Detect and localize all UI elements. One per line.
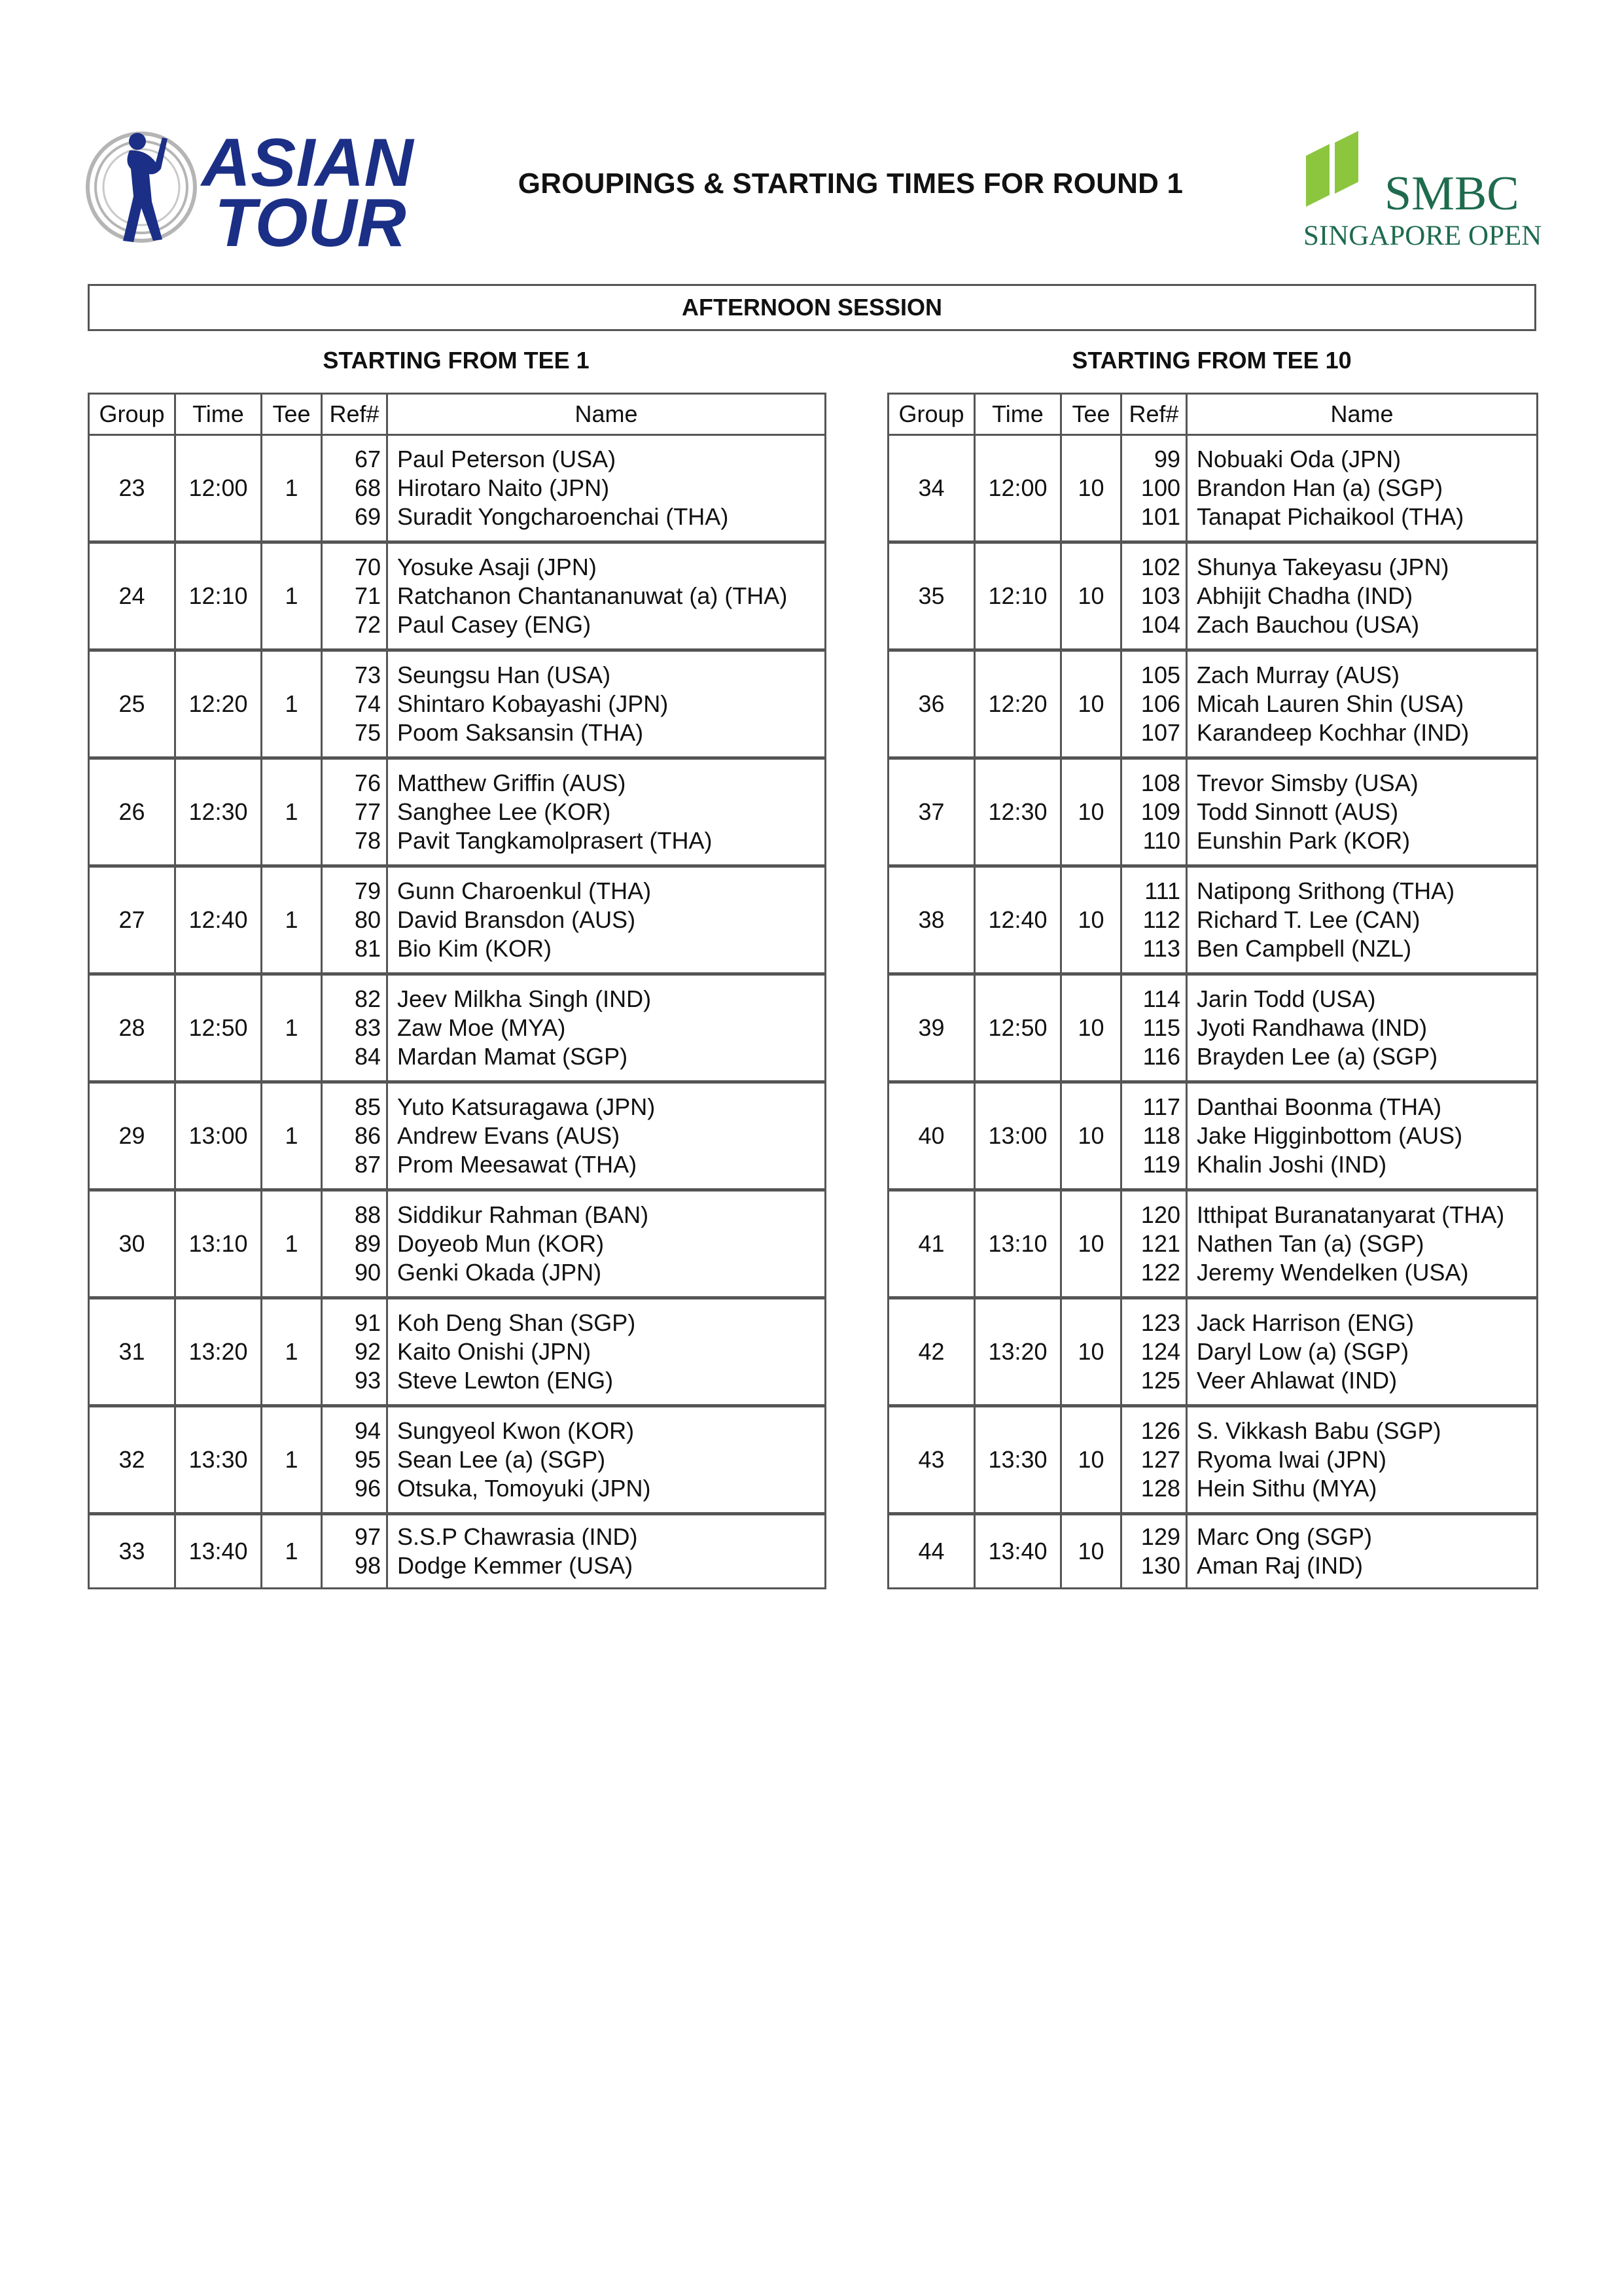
ref-number: 123	[1140, 1309, 1180, 1336]
ref-number: 130	[1140, 1552, 1180, 1579]
time-cell: 12:30	[175, 758, 262, 866]
player-name: Veer Ahlawat (IND)	[1197, 1367, 1398, 1394]
table-row	[89, 435, 826, 542]
player-name: Hirotaro Naito (JPN)	[397, 474, 610, 501]
ref-number: 114	[1142, 985, 1180, 1012]
table-row	[889, 542, 1538, 650]
player-name: Andrew Evans (AUS)	[397, 1122, 620, 1149]
ref-number: 77	[354, 798, 381, 825]
ref-cell	[322, 974, 387, 1082]
player-name: Ryoma Iwai (JPN)	[1197, 1446, 1387, 1473]
ref-number: 79	[354, 877, 381, 904]
ref-number: 92	[354, 1338, 381, 1365]
logo-asian-text: ASIAN	[202, 125, 414, 201]
ref-number: 109	[1140, 798, 1180, 825]
ref-number: 115	[1142, 1014, 1180, 1041]
ref-number: 105	[1140, 662, 1180, 688]
player-name: Jarin Todd (USA)	[1197, 985, 1376, 1012]
name-cell	[1187, 650, 1538, 758]
player-name: Mardan Mamat (SGP)	[397, 1043, 628, 1070]
player-name: Dodge Kemmer (USA)	[397, 1552, 633, 1579]
tee-cell: 1	[262, 1406, 322, 1514]
player-name: Karandeep Kochhar (IND)	[1197, 719, 1470, 746]
smbc-singapore-open-logo	[1303, 130, 1542, 254]
col-header-tee: Tee	[1061, 394, 1121, 435]
group-cell: 25	[89, 650, 175, 758]
ref-number: 93	[354, 1367, 381, 1394]
player-name: Marc Ong (SGP)	[1197, 1523, 1373, 1550]
player-name: S. Vikkash Babu (SGP)	[1197, 1417, 1441, 1444]
tee-cell: 1	[262, 435, 322, 542]
tee-cell: 1	[262, 1298, 322, 1406]
player-name: Nathen Tan (a) (SGP)	[1197, 1230, 1424, 1257]
ref-number: 68	[354, 474, 381, 501]
group-cell: 35	[889, 542, 975, 650]
tee-cell: 1	[262, 542, 322, 650]
tee-cell: 1	[262, 1082, 322, 1190]
ref-cell	[1121, 435, 1187, 542]
page-title: GROUPINGS & STARTING TIMES FOR ROUND 1	[518, 168, 1184, 200]
ref-cell	[1121, 542, 1187, 650]
player-name: Hein Sithu (MYA)	[1197, 1475, 1377, 1502]
ref-number: 73	[354, 662, 381, 688]
table-row	[89, 866, 826, 974]
time-cell: 13:40	[175, 1514, 262, 1589]
tee-cell: 1	[262, 1514, 322, 1589]
ref-number: 124	[1140, 1338, 1180, 1365]
player-name: Itthipat Buranatanyarat (THA)	[1197, 1201, 1505, 1228]
time-cell: 12:00	[975, 435, 1061, 542]
ref-number: 120	[1140, 1201, 1180, 1228]
ref-number: 87	[354, 1151, 381, 1178]
player-name: Seungsu Han (USA)	[397, 662, 611, 688]
ref-number: 81	[354, 935, 381, 962]
tee-cell: 1	[262, 758, 322, 866]
player-name: Gunn Charoenkul (THA)	[397, 877, 652, 904]
ref-cell	[1121, 650, 1187, 758]
group-cell: 37	[889, 758, 975, 866]
player-name: Poom Saksansin (THA)	[397, 719, 644, 746]
time-cell: 13:10	[175, 1190, 262, 1298]
ref-number: 117	[1142, 1093, 1180, 1120]
name-cell	[1187, 1514, 1538, 1589]
ref-number: 76	[354, 769, 381, 796]
ref-number: 70	[354, 554, 381, 580]
tee-cell: 10	[1061, 650, 1121, 758]
col-header-group: Group	[889, 394, 975, 435]
ref-number: 78	[354, 827, 381, 854]
ref-number: 127	[1140, 1446, 1180, 1473]
time-cell: 12:10	[175, 542, 262, 650]
ref-number: 111	[1144, 877, 1180, 904]
session-bar: AFTERNOON SESSION	[88, 284, 1536, 331]
ref-cell	[1121, 1082, 1187, 1190]
table-row	[89, 974, 826, 1082]
time-cell: 12:50	[175, 974, 262, 1082]
ref-number: 119	[1142, 1151, 1180, 1178]
time-cell: 12:10	[975, 542, 1061, 650]
ref-number: 84	[354, 1043, 381, 1070]
ref-number: 86	[354, 1122, 381, 1149]
ref-number: 69	[354, 503, 381, 530]
player-name: Genki Okada (JPN)	[397, 1259, 602, 1286]
tee1-table-body	[89, 435, 826, 1589]
player-name: Zach Bauchou (USA)	[1197, 611, 1420, 638]
table-row	[89, 1298, 826, 1406]
col-header-tee: Tee	[262, 394, 322, 435]
group-cell: 33	[89, 1514, 175, 1589]
tee-cell: 10	[1061, 1514, 1121, 1589]
name-cell	[387, 1298, 826, 1406]
table-row	[889, 866, 1538, 974]
ref-number: 100	[1140, 474, 1180, 501]
time-cell: 12:30	[975, 758, 1061, 866]
player-name: Eunshin Park (KOR)	[1197, 827, 1411, 854]
player-name: Ratchanon Chantananuwat (a) (THA)	[397, 582, 788, 609]
table-row	[889, 1082, 1538, 1190]
table-header-row	[889, 394, 1538, 435]
group-cell: 28	[89, 974, 175, 1082]
time-cell: 13:20	[975, 1298, 1061, 1406]
player-name: Sean Lee (a) (SGP)	[397, 1446, 606, 1473]
name-cell	[1187, 1406, 1538, 1514]
ref-cell	[322, 1514, 387, 1589]
table-header-row	[89, 394, 826, 435]
player-name: Siddikur Rahman (BAN)	[397, 1201, 649, 1228]
golfer-icon	[88, 133, 195, 242]
ref-number: 129	[1140, 1523, 1180, 1550]
table-row	[889, 758, 1538, 866]
ref-cell	[322, 542, 387, 650]
table-row	[889, 435, 1538, 542]
tee1-heading: STARTING FROM TEE 1	[323, 347, 590, 374]
group-cell: 38	[889, 866, 975, 974]
col-header-ref: Ref#	[1121, 394, 1187, 435]
ref-cell	[1121, 1190, 1187, 1298]
ref-number: 90	[354, 1259, 381, 1286]
tee-cell: 1	[262, 974, 322, 1082]
name-cell	[1187, 1298, 1538, 1406]
ref-cell	[322, 650, 387, 758]
player-name: Todd Sinnott (AUS)	[1197, 798, 1399, 825]
time-cell: 13:30	[975, 1406, 1061, 1514]
ref-cell	[322, 1190, 387, 1298]
time-cell: 12:40	[975, 866, 1061, 974]
player-name: Brayden Lee (a) (SGP)	[1197, 1043, 1438, 1070]
col-header-group: Group	[89, 394, 175, 435]
group-cell: 32	[89, 1406, 175, 1514]
ref-number: 96	[354, 1475, 381, 1502]
smbc-text: SMBC	[1384, 167, 1519, 221]
ref-cell	[322, 758, 387, 866]
name-cell	[387, 866, 826, 974]
ref-number: 102	[1140, 554, 1180, 580]
name-cell	[387, 758, 826, 866]
player-name: Sanghee Lee (KOR)	[397, 798, 611, 825]
tee-cell: 1	[262, 650, 322, 758]
ref-number: 122	[1140, 1259, 1180, 1286]
col-header-name: Name	[387, 394, 826, 435]
leaf-icon	[1303, 130, 1375, 208]
player-name: S.S.P Chawrasia (IND)	[397, 1523, 638, 1550]
ref-number: 97	[354, 1523, 381, 1550]
ref-number: 128	[1140, 1475, 1180, 1502]
player-name: Paul Peterson (USA)	[397, 446, 616, 472]
ref-number: 99	[1154, 446, 1180, 472]
col-header-time: Time	[975, 394, 1061, 435]
ref-number: 72	[354, 611, 381, 638]
time-cell: 12:40	[175, 866, 262, 974]
ref-cell	[322, 1406, 387, 1514]
ref-number: 88	[354, 1201, 381, 1228]
ref-number: 95	[354, 1446, 381, 1473]
player-name: Yosuke Asaji (JPN)	[397, 554, 597, 580]
player-name: Jeev Milkha Singh (IND)	[397, 985, 652, 1012]
ref-number: 89	[354, 1230, 381, 1257]
name-cell	[1187, 1082, 1538, 1190]
player-name: Jack Harrison (ENG)	[1197, 1309, 1415, 1336]
player-name: Zach Murray (AUS)	[1197, 662, 1400, 688]
group-cell: 31	[89, 1298, 175, 1406]
group-cell: 42	[889, 1298, 975, 1406]
time-cell: 13:40	[975, 1514, 1061, 1589]
player-name: Aman Raj (IND)	[1197, 1552, 1364, 1579]
col-header-name: Name	[1187, 394, 1538, 435]
tee-cell: 10	[1061, 974, 1121, 1082]
player-name: Tanapat Pichaikool (THA)	[1197, 503, 1464, 530]
group-cell: 30	[89, 1190, 175, 1298]
ref-number: 74	[354, 690, 381, 717]
time-cell: 12:50	[975, 974, 1061, 1082]
table-row	[89, 1514, 826, 1589]
player-name: Paul Casey (ENG)	[397, 611, 591, 638]
player-name: Ben Campbell (NZL)	[1197, 935, 1412, 962]
player-name: Doyeob Mun (KOR)	[397, 1230, 605, 1257]
name-cell	[387, 542, 826, 650]
name-cell	[1187, 866, 1538, 974]
ref-number: 85	[354, 1093, 381, 1120]
ref-cell	[1121, 866, 1187, 974]
time-cell: 13:00	[175, 1082, 262, 1190]
table-row	[89, 542, 826, 650]
player-name: Brandon Han (a) (SGP)	[1197, 474, 1443, 501]
table-row	[889, 1298, 1538, 1406]
tee10-heading: STARTING FROM TEE 10	[1072, 347, 1352, 374]
tee-cell: 10	[1061, 1298, 1121, 1406]
col-header-ref: Ref#	[322, 394, 387, 435]
player-name: Yuto Katsuragawa (JPN)	[397, 1093, 656, 1120]
table-row	[89, 758, 826, 866]
ref-number: 113	[1142, 935, 1180, 962]
ref-number: 116	[1142, 1043, 1180, 1070]
ref-number: 107	[1140, 719, 1180, 746]
tee-cell: 1	[262, 1190, 322, 1298]
tee10-table-body	[889, 435, 1538, 1589]
group-cell: 40	[889, 1082, 975, 1190]
player-name: Khalin Joshi (IND)	[1197, 1151, 1387, 1178]
table-row	[889, 1406, 1538, 1514]
player-name: Zaw Moe (MYA)	[397, 1014, 566, 1041]
time-cell: 12:20	[175, 650, 262, 758]
group-cell: 36	[889, 650, 975, 758]
ref-number: 112	[1142, 906, 1180, 933]
name-cell	[387, 1082, 826, 1190]
ref-number: 75	[354, 719, 381, 746]
col-header-time: Time	[175, 394, 262, 435]
ref-number: 125	[1140, 1367, 1180, 1394]
time-cell: 12:00	[175, 435, 262, 542]
player-name: Micah Lauren Shin (USA)	[1197, 690, 1464, 717]
ref-number: 126	[1140, 1417, 1180, 1444]
player-name: Bio Kim (KOR)	[397, 935, 552, 962]
group-cell: 23	[89, 435, 175, 542]
player-name: Jyoti Randhawa (IND)	[1197, 1014, 1428, 1041]
name-cell	[1187, 542, 1538, 650]
ref-cell	[1121, 974, 1187, 1082]
name-cell	[387, 435, 826, 542]
ref-cell	[322, 435, 387, 542]
time-cell: 13:30	[175, 1406, 262, 1514]
group-cell: 39	[889, 974, 975, 1082]
ref-number: 67	[354, 446, 381, 472]
ref-cell	[1121, 1514, 1187, 1589]
time-cell: 13:00	[975, 1082, 1061, 1190]
group-cell: 43	[889, 1406, 975, 1514]
group-cell: 41	[889, 1190, 975, 1298]
ref-cell	[322, 1082, 387, 1190]
name-cell	[1187, 974, 1538, 1082]
ref-cell	[1121, 758, 1187, 866]
singapore-open-text: SINGAPORE OPEN	[1303, 221, 1542, 251]
tee-cell: 10	[1061, 866, 1121, 974]
time-cell: 13:20	[175, 1298, 262, 1406]
player-name: Pavit Tangkamolprasert (THA)	[397, 827, 713, 854]
ref-number: 118	[1142, 1122, 1180, 1149]
ref-number: 101	[1140, 503, 1180, 530]
player-name: Matthew Griffin (AUS)	[397, 769, 626, 796]
player-name: Jake Higginbottom (AUS)	[1197, 1122, 1463, 1149]
tee-cell: 10	[1061, 542, 1121, 650]
player-name: Shunya Takeyasu (JPN)	[1197, 554, 1449, 580]
player-name: Natipong Srithong (THA)	[1197, 877, 1455, 904]
player-name: Kaito Onishi (JPN)	[397, 1338, 591, 1365]
ref-number: 71	[354, 582, 381, 609]
ref-number: 121	[1140, 1230, 1180, 1257]
group-cell: 27	[89, 866, 175, 974]
player-name: Koh Deng Shan (SGP)	[397, 1309, 636, 1336]
ref-number: 82	[354, 985, 381, 1012]
tee-cell: 10	[1061, 1406, 1121, 1514]
table-row	[889, 1190, 1538, 1298]
player-name: Jeremy Wendelken (USA)	[1197, 1259, 1469, 1286]
tee-cell: 10	[1061, 435, 1121, 542]
tee-cell: 1	[262, 866, 322, 974]
player-name: Richard T. Lee (CAN)	[1197, 906, 1420, 933]
table-row	[89, 1082, 826, 1190]
player-name: Otsuka, Tomoyuki (JPN)	[397, 1475, 651, 1502]
player-name: Nobuaki Oda (JPN)	[1197, 446, 1402, 472]
player-name: Danthai Boonma (THA)	[1197, 1093, 1442, 1120]
ref-number: 108	[1140, 769, 1180, 796]
player-name: Daryl Low (a) (SGP)	[1197, 1338, 1409, 1365]
player-name: Prom Meesawat (THA)	[397, 1151, 637, 1178]
ref-number: 80	[354, 906, 381, 933]
name-cell	[387, 1190, 826, 1298]
tee-cell: 10	[1061, 758, 1121, 866]
table-row	[89, 1406, 826, 1514]
player-name: Abhijit Chadha (IND)	[1197, 582, 1413, 609]
logo-tour-text: TOUR	[215, 185, 406, 254]
group-cell: 24	[89, 542, 175, 650]
player-name: David Bransdon (AUS)	[397, 906, 636, 933]
group-cell: 26	[89, 758, 175, 866]
tee10-table	[887, 393, 1538, 1589]
name-cell	[1187, 1190, 1538, 1298]
table-row	[89, 1190, 826, 1298]
ref-number: 103	[1140, 582, 1180, 609]
time-cell: 13:10	[975, 1190, 1061, 1298]
tee-cell: 10	[1061, 1082, 1121, 1190]
table-row	[889, 1514, 1538, 1589]
ref-number: 94	[354, 1417, 381, 1444]
ref-number: 110	[1142, 827, 1180, 854]
table-row	[889, 650, 1538, 758]
player-name: Suradit Yongcharoenchai (THA)	[397, 503, 729, 530]
player-name: Steve Lewton (ENG)	[397, 1367, 614, 1394]
ref-number: 98	[354, 1552, 381, 1579]
tee1-table	[88, 393, 826, 1589]
table-row	[889, 974, 1538, 1082]
ref-number: 83	[354, 1014, 381, 1041]
name-cell	[387, 1514, 826, 1589]
player-name: Trevor Simsby (USA)	[1197, 769, 1419, 796]
ref-cell	[322, 866, 387, 974]
ref-number: 106	[1140, 690, 1180, 717]
player-name: Shintaro Kobayashi (JPN)	[397, 690, 669, 717]
tee-cell: 10	[1061, 1190, 1121, 1298]
ref-number: 91	[354, 1309, 381, 1336]
name-cell	[387, 974, 826, 1082]
table-row	[89, 650, 826, 758]
player-name: Sungyeol Kwon (KOR)	[397, 1417, 635, 1444]
group-cell: 44	[889, 1514, 975, 1589]
ref-cell	[1121, 1406, 1187, 1514]
ref-cell	[1121, 1298, 1187, 1406]
name-cell	[1187, 435, 1538, 542]
name-cell	[1187, 758, 1538, 866]
group-cell: 29	[89, 1082, 175, 1190]
name-cell	[387, 1406, 826, 1514]
ref-number: 104	[1140, 611, 1180, 638]
ref-cell	[322, 1298, 387, 1406]
group-cell: 34	[889, 435, 975, 542]
time-cell: 12:20	[975, 650, 1061, 758]
name-cell	[387, 650, 826, 758]
